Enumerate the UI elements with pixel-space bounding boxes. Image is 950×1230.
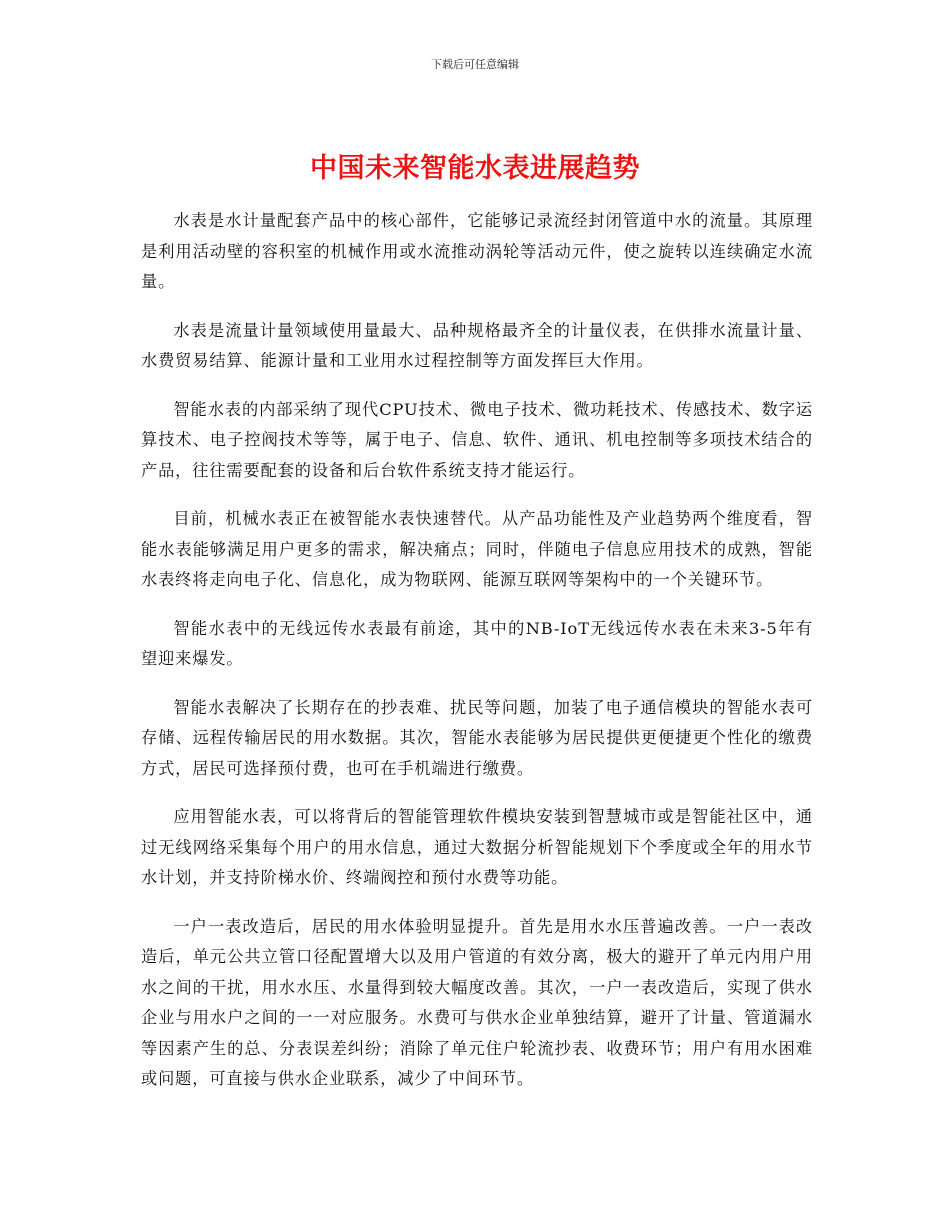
paragraph-1: 水表是水计量配套产品中的核心部件，它能够记录流经封闭管道中水的流量。其原理是利用活动壁的容积室的机械作用或水流推动涡轮等活动元件，使之旋转以连续确定水流量。 xyxy=(141,211,813,291)
paragraph-3: 智能水表的内部采纳了现代CPU技术、微电子技术、微功耗技术、传感技术、数字运算技术、电子控阀技术等等，属于电子、信息、软件、通讯、机电控制等多项技术结合的产品，往往需要配套的设备和后台软件系统支持才能运行。 xyxy=(141,399,813,480)
document-body xyxy=(141,206,813,1113)
paragraph-6: 智能水表解决了长期存在的抄表难、扰民等问题，加装了电子通信模块的智能水表可存储、远程传输居民的用水数据。其次，智能水表能够为居民提供更便捷更个性化的缴费方式，居民可选择预付费，也可在手机端进行缴费。 xyxy=(141,697,813,778)
header-note: 下载后可任意编辑 xyxy=(431,58,519,71)
paragraph-5: 智能水表中的无线远传水表最有前途，其中的NB-IoT无线远传水表在未来3-5年有望迎来爆发。 xyxy=(141,618,813,668)
paragraph-7: 应用智能水表，可以将背后的智能管理软件模块安装到智慧城市或是智能社区中，通过无线网络采集每个用户的用水信息，通过大数据分析智能规划下个季度或全年的用水节水计划，并支持阶梯水价、终端阀控和预付水费等功能。 xyxy=(141,807,813,887)
paragraph-4: 目前，机械水表正在被智能水表快速替代。从产品功能性及产业趋势两个维度看，智能水表能够满足用户更多的需求，解决痛点；同时，伴随电子信息应用技术的成熟，智能水表终将走向电子化、信息化，成为物联网、能源互联网等架构中的一个关键环节。 xyxy=(141,509,813,589)
document-title: 中国未来智能水表进展趋势 xyxy=(310,153,640,184)
paragraph-8: 一户一表改造后，居民的用水体验明显提升。首先是用水水压普遍改善。一户一表改造后，单元公共立管口径配置增大以及用户管道的有效分离，极大的避开了单元内用户用水之间的干扰，用水水压、水量得到较大幅度改善。其次，一户一表改造后，实现了供水企业与用水户之间的一一对应服务。水费可与供水企业单独结算，避开了计量、管道漏水等因素产生的总、分表误差纠纷；消除了单元住户轮流抄表、收费环节；用户有用水困难或问题，可直接与供水企业联系，减少了中间环节。 xyxy=(141,916,813,1088)
paragraph-2: 水表是流量计量领域使用量最大、品种规格最齐全的计量仪表，在供排水流量计量、水费贸易结算、能源计量和工业用水过程控制等方面发挥巨大作用。 xyxy=(141,320,813,370)
